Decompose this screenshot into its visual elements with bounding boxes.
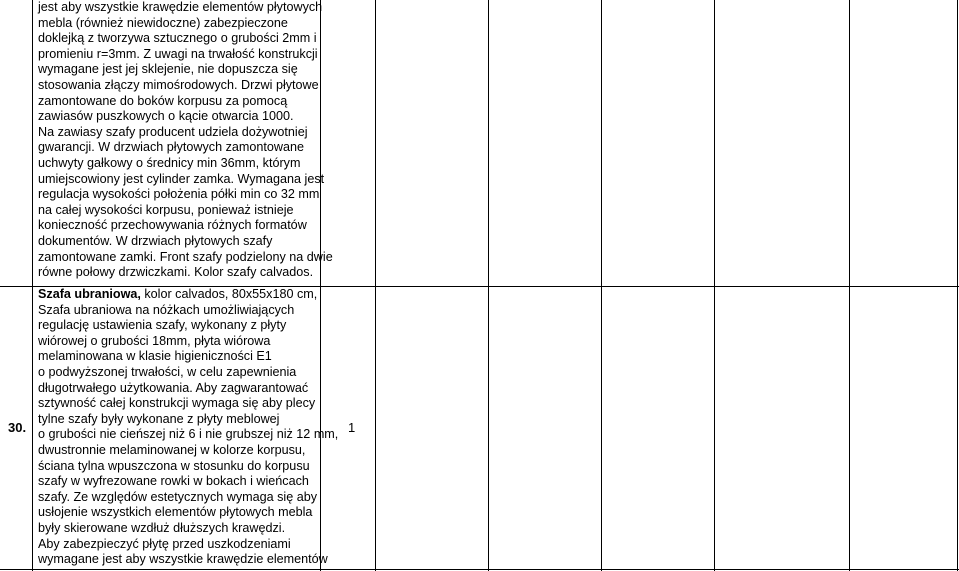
text-line: szafy. Ze względów estetycznych wymaga się aby <box>38 489 318 504</box>
item-title: Szafa ubraniowa, <box>38 287 141 301</box>
row2-description <box>38 287 338 568</box>
row-number: 30. <box>8 420 27 435</box>
row1-description <box>38 0 333 281</box>
text-line: umiejscowiony jest cylinder zamka. Wymagana jest <box>38 171 325 186</box>
text-line: regulacja wysokości położenia półki min co 32 mm <box>38 187 320 202</box>
quantity-cell: 1 <box>348 420 356 435</box>
text-line: szafy w wyfrezowane rowki w bokach i wieńcach <box>38 474 309 489</box>
text-line: jest aby wszystkie krawędzie elementów płytowych <box>38 0 323 14</box>
text-line: zawiasów puszkowych o kącie otwarcia 1000. <box>38 109 294 124</box>
row-divider <box>0 569 959 570</box>
text-line: o grubości nie cieńszej niż 6 i nie grubszej niż 12 mm, <box>38 427 339 442</box>
text-line: wiórowej o grubości 18mm, płyta wiórowa <box>38 333 271 348</box>
text-line: konieczność przechowywania różnych formatów <box>38 218 307 233</box>
text-line: regulację ustawienia szafy, wykonany z płyty <box>38 318 287 333</box>
text-line: dokumentów. W drzwiach płytowych szafy <box>38 233 273 248</box>
text-line: melaminowana w klasie higieniczności E1 <box>38 349 272 364</box>
text-line: stosowania złączy mimośrodowych. Drzwi płytowe <box>38 77 319 92</box>
text-line: zamontowane zamki. Front szafy podzielony na dwie <box>38 249 333 264</box>
text-line: sztywność całej konstrukcji wymaga się aby plecy <box>38 396 316 411</box>
text-line: uchwyty gałkowy o średnicy min 36mm, którym <box>38 155 301 170</box>
text-line: gwarancji. W drzwiach płytowych zamontowane <box>38 140 304 155</box>
text-line: długotrwałego użytkowania. Aby zagwarantować <box>38 380 309 395</box>
text-line: tylne szafy były wykonane z płyty meblowej <box>38 411 280 426</box>
text-line: Szafa ubraniowa na nóżkach umożliwiających <box>38 302 295 317</box>
item-title-rest: kolor calvados, 80x55x180 cm, <box>140 287 318 301</box>
text-line: Aby zabezpieczyć płytę przed uszkodzeniami <box>38 536 291 551</box>
text-line: zamontowane do boków korpusu za pomocą <box>38 93 288 108</box>
text-line: usłojenie wszystkich elementów płytowych mebla <box>38 505 313 520</box>
text-line: wymagane jest aby wszystkie krawędzie elementów <box>38 552 328 567</box>
text-line: były skierowane wzdłuż dłuższych krawędzi. <box>38 520 286 535</box>
text-line: równe połowy drzwiczkami. Kolor szafy calvados. <box>38 265 314 280</box>
text-line: o podwyższonej trwałości, w celu zapewnienia <box>38 364 297 379</box>
text-line: ściana tylna wpuszczona w stosunku do korpusu <box>38 458 310 473</box>
text-line: promieniu r=3mm. Z uwagi na trwałość konstrukcji <box>38 46 318 61</box>
text-line: wymagane jest jej sklejenie, nie dopuszcza się <box>38 62 298 77</box>
text-line: na całej wysokości korpusu, ponieważ istnieje <box>38 202 294 217</box>
row2-title-line <box>38 287 338 303</box>
text-line: Na zawiasy szafy producent udziela dożywotniej <box>38 124 308 139</box>
text-line: mebla (również niewidoczne) zabezpieczone <box>38 15 288 30</box>
text-line: dwustronnie melaminowanej w kolorze korpusu, <box>38 442 306 457</box>
text-line: doklejką z tworzywa sztucznego o grubości 2mm i <box>38 31 317 46</box>
